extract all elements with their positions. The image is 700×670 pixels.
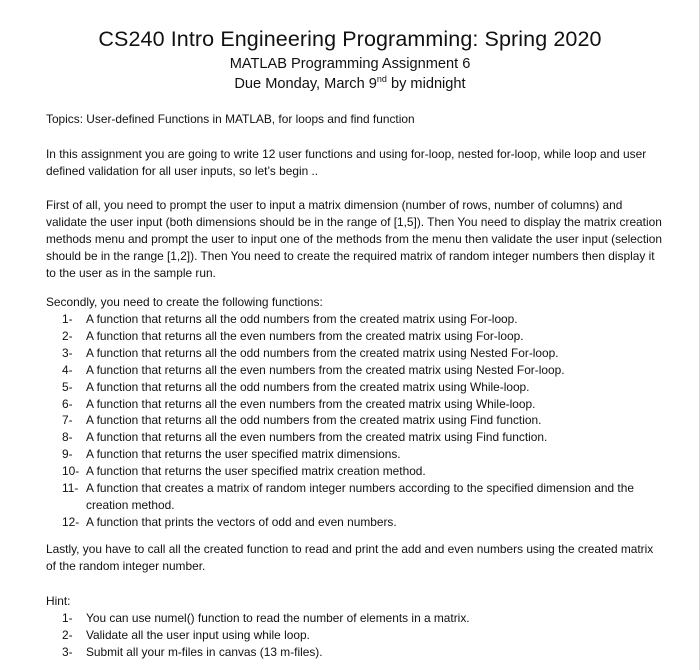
list-item-number: 4- (62, 362, 73, 377)
list-item (46, 311, 666, 328)
list-item-text: A function that returns all the odd numbers from the created matrix using While-loop. (86, 379, 530, 394)
list-item-number: 2- (62, 628, 73, 642)
list-item-text: A function that creates a matrix of random integer numbers according to the specified dimension and the creation method. (86, 481, 634, 512)
list-item-text: A function that returns all the even numbers from the created matrix using Find function. (86, 430, 548, 445)
list-item-number: 1- (62, 312, 73, 326)
list-item (46, 362, 666, 379)
list-item (46, 446, 666, 463)
list-item-number: 3- (62, 345, 73, 360)
list-item (46, 412, 666, 429)
list-item-number: 10- (62, 464, 80, 479)
list-item-text: A function that returns the user specified matrix creation method. (86, 464, 426, 479)
list-item-text: Validate all the user input using while loop. (86, 628, 310, 642)
hint-lead: Hint: (46, 594, 71, 608)
hint-list (46, 610, 666, 661)
list-item-number: 5- (62, 379, 73, 394)
list-item-text: A function that returns all the even numbers from the created matrix using For-loop. (86, 328, 524, 343)
list-item-text: A function that returns all the odd numbers from the created matrix using Nested For-loop. (86, 345, 559, 360)
list-item (46, 514, 666, 531)
list-item (46, 345, 666, 362)
list-item-text: You can use numel() function to read the number of elements in a matrix. (86, 611, 470, 625)
list-item-number: 1- (62, 611, 73, 625)
list-item-text: A function that returns all the odd numbers from the created matrix using Find function. (86, 413, 542, 428)
due-date-prefix: Due Monday, March 9 (234, 76, 377, 92)
list-item-number: 11- (62, 481, 79, 496)
list-item (46, 610, 666, 627)
list-item-number: 7- (62, 413, 73, 428)
lastly-paragraph: Lastly, you have to call all the created function to read and print the add and even numbers using the created matrix of the random integer number. (46, 542, 654, 573)
topics-paragraph: Topics: User-defined Functions in MATLAB, for loops and find function (46, 112, 415, 126)
list-item (46, 627, 666, 644)
list-item (46, 396, 666, 413)
list-item-number: 9- (62, 447, 73, 462)
list-item-text: Submit all your m-files in canvas (13 m-files). (86, 645, 323, 659)
assignment-subtitle: MATLAB Programming Assignment 6 (229, 56, 471, 72)
intro-paragraph: In this assignment you are going to write 12 user functions and using for-loop, nested for-loop, while loop and user defined validation for all user inputs, so let’s begin .. (46, 147, 647, 178)
list-item-number: 8- (62, 430, 73, 445)
list-item-number: 12- (62, 514, 80, 529)
functions-lead: Secondly, you need to create the following functions: (46, 295, 323, 309)
due-date (0, 76, 700, 92)
list-item (46, 328, 666, 345)
page-title: CS240 Intro Engineering Programming: Spring 2020 (98, 27, 602, 51)
list-item-text: A function that returns all the even numbers from the created matrix using Nested For-loop. (86, 362, 565, 377)
functions-section (46, 294, 666, 531)
list-item-number: 6- (62, 396, 73, 411)
list-item (46, 429, 666, 446)
list-item-text: A function that prints the vectors of odd and even numbers. (86, 514, 397, 529)
list-item (46, 463, 666, 480)
list-item-number: 2- (62, 328, 73, 343)
list-item-text: A function that returns the user specified matrix dimensions. (86, 447, 401, 462)
due-date-suffix: by midnight (386, 76, 466, 92)
list-item (46, 480, 666, 514)
hint-section (46, 593, 666, 661)
list-item-number: 3- (62, 645, 73, 659)
list-item-text: A function that returns all the even numbers from the created matrix using While-loop. (86, 396, 536, 411)
list-item (46, 379, 666, 396)
list-item-text: A function that returns all the odd numbers from the created matrix using For-loop. (86, 312, 518, 326)
due-date-ordinal: nd (376, 74, 387, 84)
functions-list (46, 311, 666, 531)
list-item (46, 644, 666, 661)
first-paragraph: First of all, you need to prompt the user to input a matrix dimension (number of rows, number of columns) and validate the user input (both dimensions should be in the range of [1,5]). Then You need to display the matrix creation methods menu and prompt the user to input one of the methods from the menu then validate the user input (selection should be in the range [1,2]). Then You need to create the required matrix of random integer numbers then display it to the user as in the sample run. (46, 198, 663, 280)
